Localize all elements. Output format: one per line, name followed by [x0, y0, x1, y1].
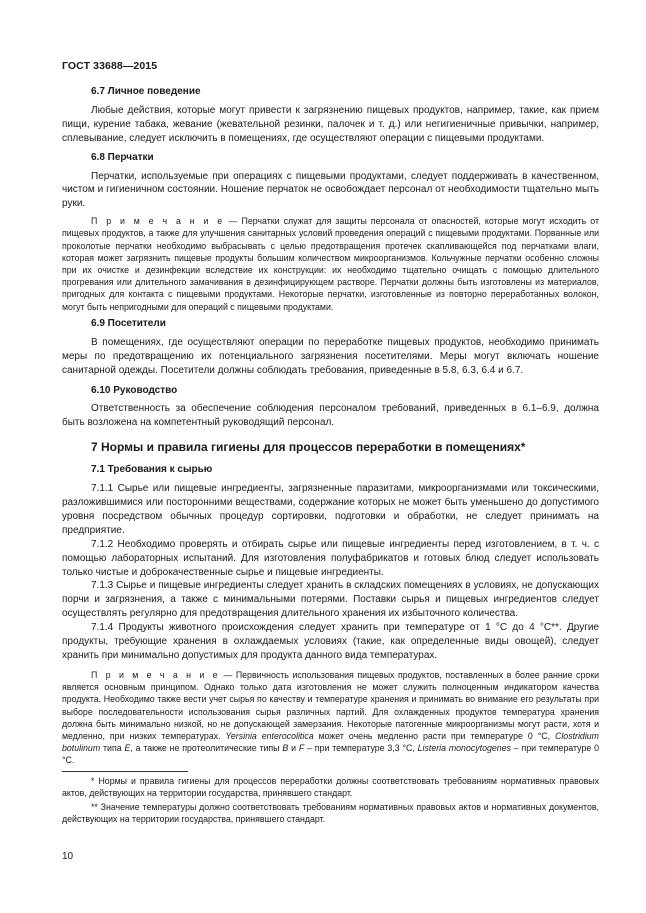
note-label: П р и м е ч а н и е [91, 216, 225, 227]
paragraph-7-1-4: 7.1.4 Продукты животного происхождения следует хранить при температуре от 1 °С до 4 °С**. Другие продукты, требующие хранения в охлаждаемых условиях (такие, как определенные виды овощей), следует хранить при минимально допустимых для продукта данного вида температурах. [62, 622, 599, 661]
section-6-7-text: Любые действия, которые могут привести к загрязнению пищевых продуктов, например, такие, как прием пищи, курение табака, жевание (жевательной резинки, палочек и т. д.) или негигиеничные привычки, например, сплевывание, следует исключить в помещениях, где осуществляют операции с пищевыми продуктами. [62, 104, 599, 144]
note-label: П р и м е ч а н и е [91, 669, 220, 680]
section-6-7-title: 6.7 Личное поведение [91, 86, 201, 97]
section-6-8-title: 6.8 Перчатки [91, 151, 154, 163]
species-listeria: Listeria monocytogenes [417, 743, 511, 754]
paragraph-7-1-3: 7.1.3 Сырье и пищевые ингредиенты следует хранить в складских помещениях в условиях, не допускающих порчи и загрязнения, а также с минимальными потерями. Поставки сырья и пищевых ингредиентов следует осуществлять регулярно для предотвращения длительного хранения их избыточного количества. [62, 580, 599, 620]
page-number: 10 [62, 851, 74, 862]
section-6-9-title: 6.9 Посетители [91, 317, 166, 329]
type-b: B [282, 743, 289, 754]
note-text-b: может очень медленно расти при температуре 0 °С, [313, 730, 555, 741]
page-content [62, 85, 599, 825]
footnote-1: * Нормы и правила гигиены для процессов переработки должны соответствовать требованиям нормативных правовых актов, действующих на территории государства, принявшего стандарт. [62, 775, 599, 798]
note-text-c: типа [100, 743, 125, 754]
paragraph-7-1-1: 7.1.1 Сырье или пищевые ингредиенты, загрязненные паразитами, микроорганизмами или токсическими, разложившимися или посторонними веществами, содержание которых не может быть уменьшено до допустимого уровня посредством обычных процедур сортировки, подготовки и обработки, не следует принимать на предприятие. [62, 483, 599, 536]
section-6-8-note [62, 215, 599, 313]
footnote-divider [62, 771, 188, 772]
note-text: — Перчатки служат для защиты персонала от опасностей, которые могут исходить от пищевых продуктов, а также для улучшения санитарных условий проведения операций с пищевыми продуктами. Порванные или проколотые перчатки необходимо выбрасывать с целью предотвращения протечек скапливающейся под перчатками влаги, которая может загрязнить пищевые продукты большим количеством микроорганизмов. Кольчужные перчатки особенно сложны при их очистке и дезинфекции вследствие их конструкции: их необходимо тщательно очищать с помощью длительного прогревания или длительного замачивания в дезинфицирующем растворе. Перчатки должны быть изготовлены из материалов, пригодных для контакта с пищевыми продуктами. Некоторые перчатки, изготовленные из повторно переработанных волокон, могут быть непригодными для операций с пищевыми продуктами. [62, 216, 599, 312]
section-7-1-title: 7.1 Требования к сырью [91, 464, 213, 476]
section-7-title: 7 Нормы и правила гигиены для процессов переработки в помещениях* [91, 440, 526, 455]
note-text-g: – при температуре 0 °С. [62, 743, 599, 766]
standard-header: ГОСТ 33688—2015 [62, 60, 158, 72]
paragraph-7-1-2: 7.1.2 Необходимо проверять и отбирать сырье или пищевые ингредиенты перед изготовлением, в т. ч. с помощью лабораторных испытаний. Для изготовления полуфабрикатов и готовых блюд следует использовать только чистые и доброкачественные сырье и пищевые ингредиенты. [62, 538, 599, 578]
note-text-d: , а также не протеолитические типы [130, 743, 283, 754]
section-6-10-title: 6.10 Руководство [91, 384, 178, 396]
section-6-9-text: В помещениях, где осуществляют операции по переработке пищевых продуктов, необходимо принимать меры по предотвращению их потенциального загрязнения посетителями. Меры могут включать ношение санитарной одежды. Посетители должны соблюдать требования, приведенные в 5.8, 6.3, 6.4 и 6.7. [62, 336, 599, 376]
section-6-10-text: Ответственность за обеспечение соблюдения персоналом требований, приведенных в 6.1–6.9, должна быть возложена на компетентный руководящий персонал. [62, 403, 599, 429]
footnote-2: ** Значение температуры должно соответствовать требованиям нормативных правовых актов и нормативных документов, действующих на территории государства, принявшего стандарт. [62, 801, 599, 825]
type-f: F [298, 743, 305, 754]
type-e: E [124, 743, 131, 754]
species-clostridium: Clostridium botulinum [62, 730, 599, 754]
species-yersinia: Yersinia enterocolitica [225, 730, 314, 741]
note-text-e: и [288, 743, 299, 754]
note-text-f: – при температуре 3,3 °С, [304, 743, 418, 754]
section-6-8-text: Перчатки, используемые при операциях с пищевыми продуктами, следует поддерживать в качественном, чистом и гигиеничном состоянии. Ношение перчаток не освобождает персонал от необходимости тщательно мыть руки. [62, 170, 599, 210]
note-text-a: — Первичность использования пищевых продуктов, поставленных в более ранние сроки является основным принципом. Однако только дата изготовления не может служить полноценным индикатором качества продукта. Необходимо также вести учет сырья по качеству и температуре хранения и принимать во внимание его результаты при выборе последовательности использования сырья различных партий. Для охлажденных продуктов температура хранения должна быть минимально низкой, но не допускающей замерзания. Некоторые патогенные микроорганизмы могут расти, хотя и медленно, при низких температурах. [62, 669, 599, 741]
section-7-1-note [62, 669, 599, 767]
